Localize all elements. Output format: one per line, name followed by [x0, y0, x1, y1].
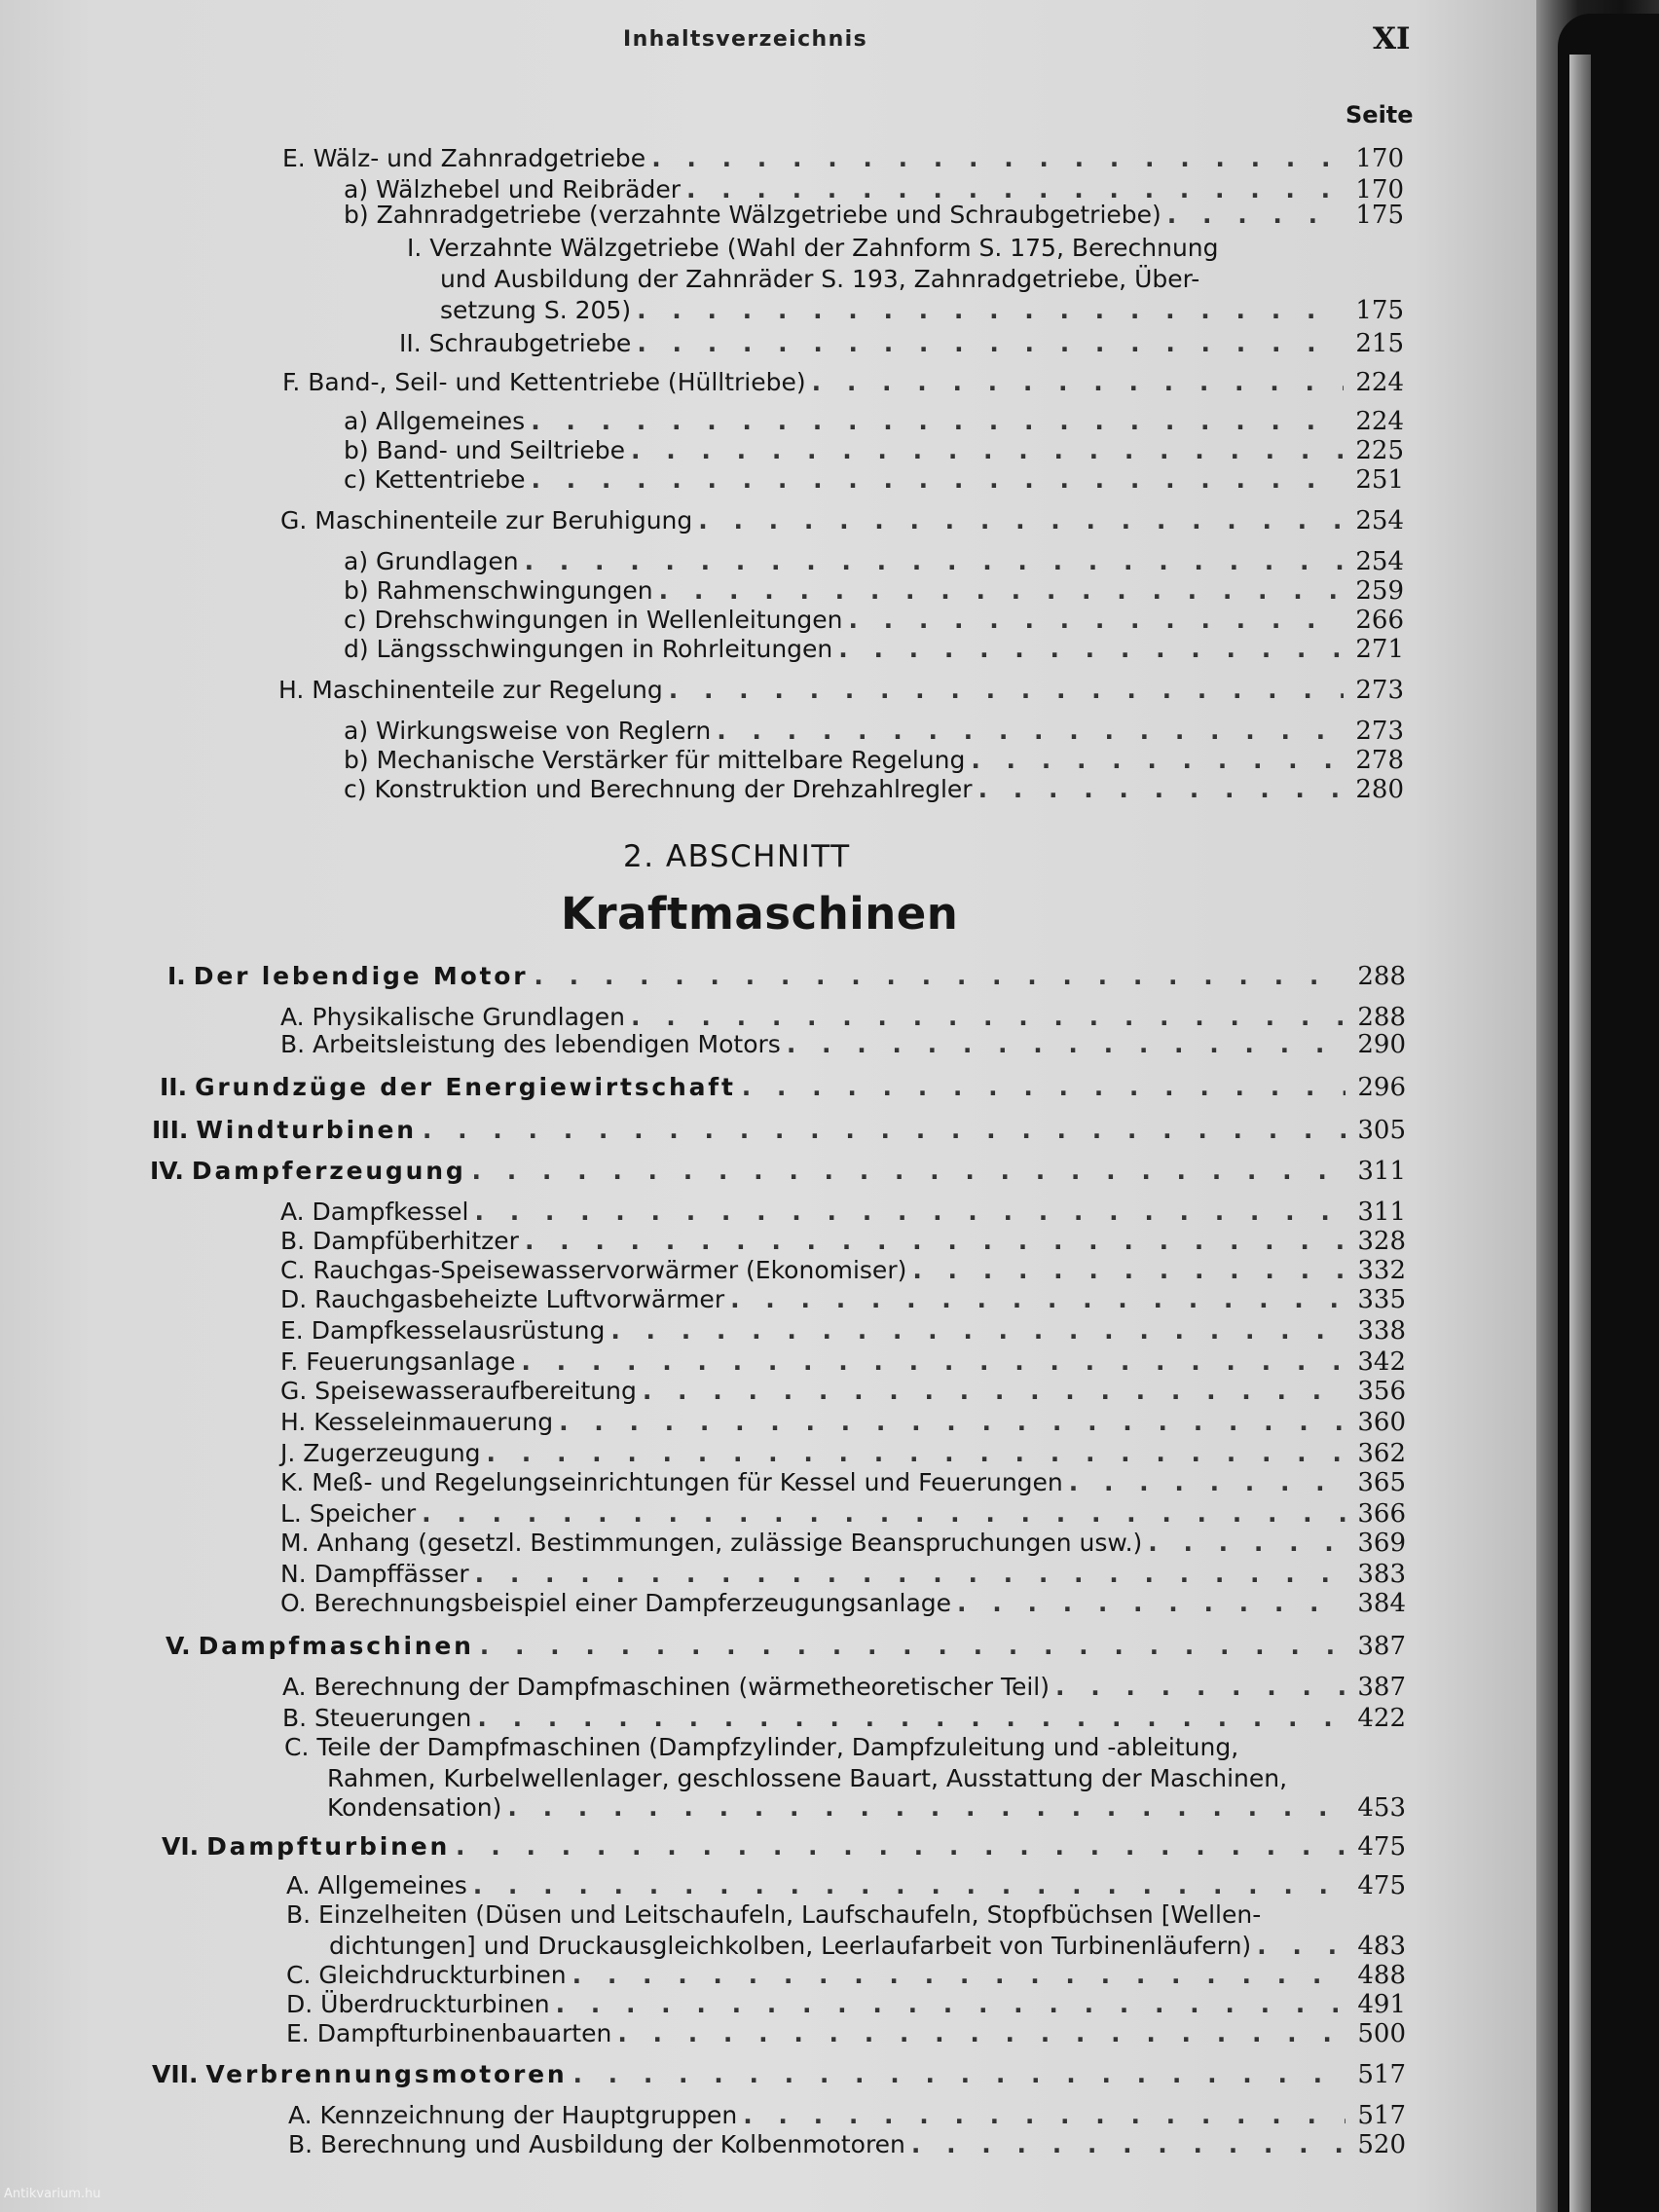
toc-entry-e-b: b) Zahnradgetriebe (verzahnte Wälzgetriebe und Schraubgetriebe) . . . 175 [344, 201, 1404, 230]
toc-entry-iv-g: G. Speisewasseraufbereitung . . . 356 [280, 1377, 1406, 1406]
toc-entry-iv-d: D. Rauchgasbeheizte Luftvorwärmer . . . 335 [280, 1285, 1406, 1314]
toc-entry-v-c-line1: C. Teile der Dampfmaschinen (Dampfzylinder, Dampfzuleitung und -ableitung, [284, 1733, 1239, 1761]
toc-entry-e-b-i-line1: I. Verzahnte Wälzgetriebe (Wahl der Zahnform S. 175, Berechnung [407, 234, 1219, 262]
toc-entry-iv-h: H. Kesseleinmauerung . . . 360 [280, 1408, 1406, 1437]
toc-entry-f-a: a) Allgemeines . . . 224 [344, 407, 1404, 436]
toc-entry-e-b-i-line2: und Ausbildung der Zahnräder S. 193, Zahnradgetriebe, Über- [440, 265, 1200, 293]
toc-entry-vi-d: D. Überdruckturbinen . . . 491 [286, 1990, 1406, 2019]
toc-entry-iv-c: C. Rauchgas-Speisewasservorwärmer (Ekonomiser) . . . 332 [280, 1256, 1406, 1285]
toc-entry-vi-b-line1: B. Einzelheiten (Düsen und Leitschaufeln, Laufschaufeln, Stopfbüchsen [Wellen- [286, 1900, 1262, 1929]
toc-chapter-i: I. Der lebendige Motor . . . 288 [167, 962, 1406, 991]
toc-entry-h: H. Maschinenteile zur Regelung . . . 273 [278, 676, 1404, 705]
seite-label: Seite [1346, 101, 1414, 129]
toc-entry-e: E. Wälz- und Zahnradgetriebe . . . 170 [282, 144, 1404, 173]
toc-entry-e-b-i: setzung S. 205) . . . 175 [440, 296, 1404, 325]
toc-entry-iv-k: K. Meß- und Regelungseinrichtungen für Kessel und Feuerungen . . . 365 [280, 1468, 1406, 1497]
toc-entry-v-a: A. Berechnung der Dampfmaschinen (wärmetheoretischer Teil) . . . 387 [282, 1673, 1406, 1702]
toc-entry-i-a: A. Physikalische Grundlagen . . . 288 [280, 1003, 1406, 1032]
toc-entry-g-d: d) Längsschwingungen in Rohrleitungen . . . 271 [344, 635, 1404, 664]
toc-chapter-iii: III. Windturbinen . . . 305 [152, 1116, 1406, 1145]
toc-chapter-vi: VI. Dampfturbinen . . . 475 [162, 1832, 1406, 1862]
toc-entry-g-b: b) Rahmenschwingungen . . . 259 [344, 576, 1404, 606]
toc-entry-g-c: c) Drehschwingungen in Wellenleitungen . . . 266 [344, 606, 1404, 635]
toc-entry-vi-e: E. Dampfturbinenbauarten . . . 500 [286, 2019, 1406, 2048]
toc-entry-f: F. Band-, Seil- und Kettentriebe (Hülltriebe) . . . 224 [282, 368, 1404, 397]
toc-entry-f-c: c) Kettentriebe . . . 251 [344, 465, 1404, 495]
toc-chapter-iv: IV. Dampferzeugung . . . 311 [150, 1157, 1406, 1186]
toc-entry-iv-n: N. Dampffässer . . . 383 [280, 1560, 1406, 1589]
toc-entry-iv-a: A. Dampfkessel . . . 311 [280, 1198, 1406, 1227]
toc-entry-iv-b: B. Dampfüberhitzer . . . 328 [280, 1227, 1406, 1256]
toc-entry-iv-j: J. Zugerzeugung . . . 362 [280, 1439, 1406, 1468]
toc-entry-iv-e: E. Dampfkesselausrüstung . . . 338 [280, 1316, 1406, 1346]
toc-chapter-ii: II. Grundzüge der Energiewirtschaft . . . 296 [160, 1073, 1406, 1102]
section-title: Kraftmaschinen [561, 888, 959, 940]
watermark: Antikvarium.hu [4, 2187, 101, 2201]
section-number: 2. ABSCHNITT [623, 839, 851, 874]
toc-entry-e-b-ii: II. Schraubgetriebe . . . 215 [399, 329, 1404, 358]
toc-entry-e-a: a) Wälzhebel und Reibräder . . . 170 [344, 175, 1404, 204]
toc-entry-vii-b: B. Berechnung und Ausbildung der Kolbenmotoren . . . 520 [288, 2130, 1406, 2159]
page-number: XI [1373, 21, 1411, 56]
running-header: Inhaltsverzeichnis [623, 27, 868, 52]
toc-entry-v-b: B. Steuerungen . . . 422 [282, 1704, 1406, 1733]
toc-entry-iv-m: M. Anhang (gesetzl. Bestimmungen, zulässige Beanspruchungen usw.) . . . 369 [280, 1529, 1406, 1558]
toc-entry-v-c: Kondensation) . . . 453 [327, 1793, 1406, 1823]
toc-chapter-vii: VII. Verbrennungsmotoren . . . 517 [152, 2060, 1406, 2089]
toc-entry-h-a: a) Wirkungsweise von Reglern . . . 273 [344, 717, 1404, 746]
toc-entry-f-b: b) Band- und Seiltriebe . . . 225 [344, 436, 1404, 465]
toc-entry-iv-o: O. Berechnungsbeispiel einer Dampferzeugungsanlage . . . 384 [280, 1589, 1406, 1618]
toc-entry-iv-f: F. Feuerungsanlage . . . 342 [280, 1347, 1406, 1377]
toc-entry-g: G. Maschinenteile zur Beruhigung . . . 254 [280, 506, 1404, 535]
toc-entry-g-a: a) Grundlagen . . . 254 [344, 547, 1404, 576]
toc-entry-h-c: c) Konstruktion und Berechnung der Drehzahlregler . . . 280 [344, 775, 1404, 804]
toc-chapter-v: V. Dampfmaschinen . . . 387 [166, 1632, 1406, 1661]
toc-entry-v-c-line2: Rahmen, Kurbelwellenlager, geschlossene Bauart, Ausstattung der Maschinen, [327, 1764, 1288, 1792]
toc-entry-h-b: b) Mechanische Verstärker für mittelbare Regelung . . . 278 [344, 746, 1404, 775]
toc-entry-vii-a: A. Kennzeichnung der Hauptgruppen . . . 517 [288, 2101, 1406, 2130]
toc-entry-i-b: B. Arbeitsleistung des lebendigen Motors . . . 290 [280, 1030, 1406, 1059]
toc-entry-iv-l: L. Speicher . . . 366 [280, 1499, 1406, 1529]
toc-entry-vi-c: C. Gleichdruckturbinen . . . 488 [286, 1961, 1406, 1990]
toc-entry-vi-a: A. Allgemeines . . . 475 [286, 1871, 1406, 1900]
book-page-edges [1569, 55, 1591, 2212]
toc-entry-vi-b: dichtungen] und Druckausgleichkolben, Leerlaufarbeit von Turbinenläufern) . . . 483 [329, 1932, 1406, 1961]
